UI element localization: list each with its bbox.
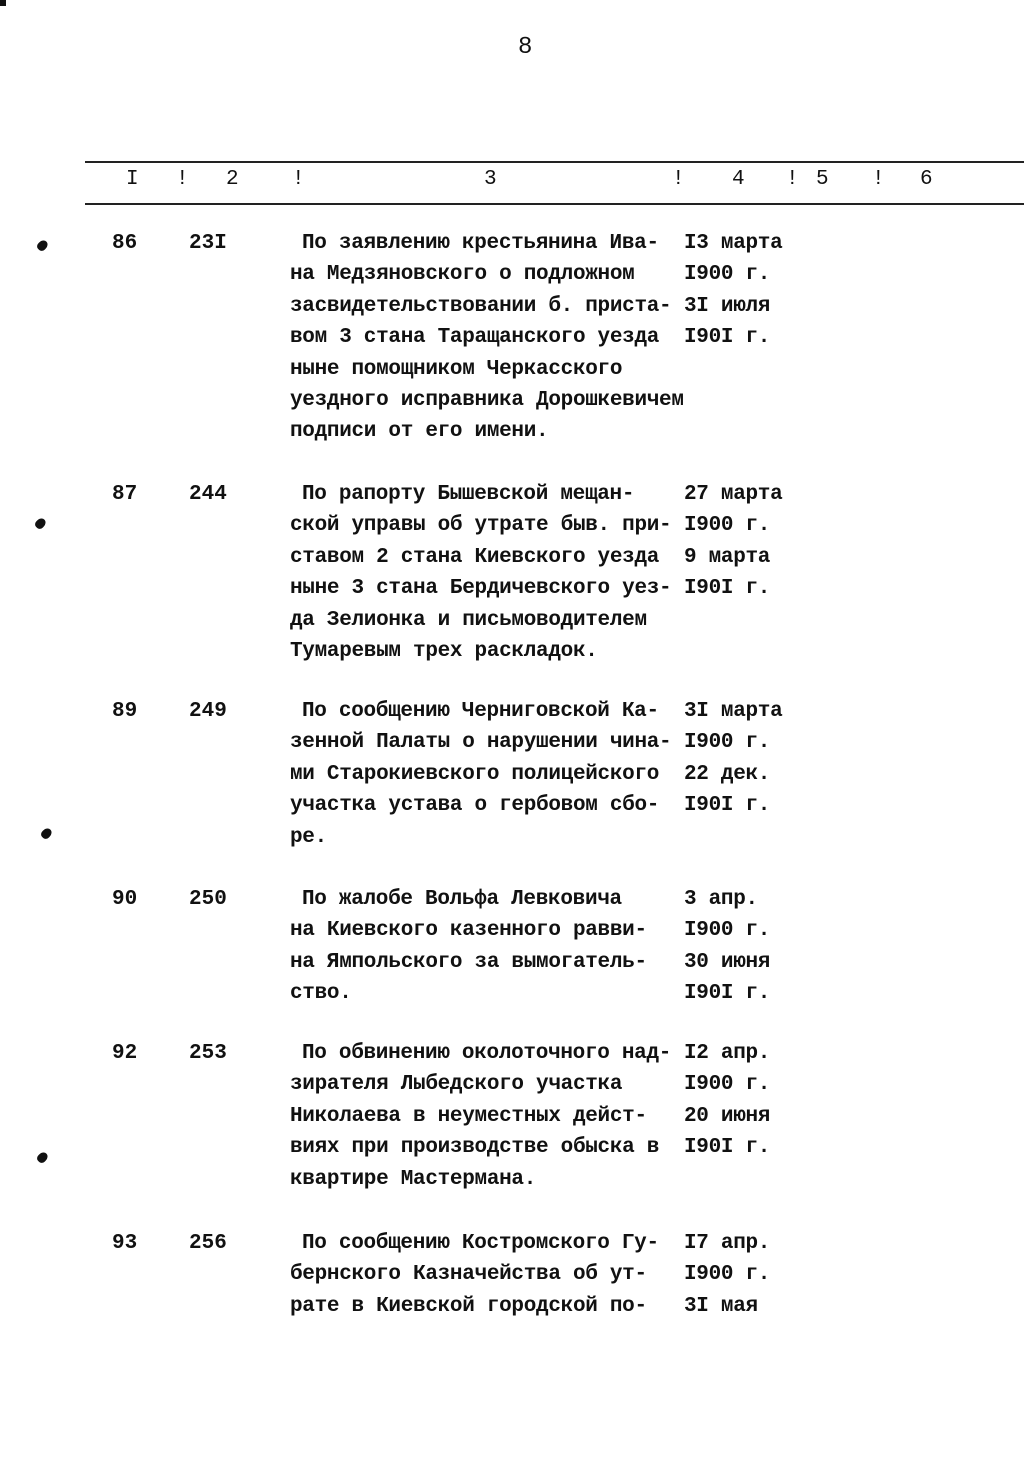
column-separator: ! <box>872 168 885 191</box>
entry-date: 9 марта <box>684 545 771 569</box>
entry-date: 3 апр. <box>684 888 758 911</box>
entry-description-line: ныне 3 стана Бердичевского уез- <box>290 577 672 601</box>
binding-hole-mark <box>33 516 47 530</box>
entry-description-line: рате в Киевской городской по- <box>290 1294 647 1318</box>
entry-description-line: ской управы об утрате быв. при- <box>290 514 672 538</box>
entry-date: I900 г. <box>684 731 771 755</box>
column-separator: ! <box>176 168 189 191</box>
entry-description-line: ство. <box>290 982 352 1006</box>
entry-number: 93 <box>112 1232 138 1255</box>
entry-description-line: По сообщению Костромского Гу- <box>302 1232 659 1255</box>
entry-date: I900 г. <box>684 1263 771 1287</box>
entry-date: 30 июня <box>684 950 771 974</box>
entry-description-line: бернского Казначейства об ут- <box>290 1263 647 1287</box>
file-number: 244 <box>189 483 227 506</box>
entry-description-line: По рапорту Бышевской мещан- <box>302 483 635 506</box>
entry-description-line: По заявлению крестьянина Ива- <box>302 232 659 255</box>
entry-date: I90I г. <box>684 577 771 601</box>
entry-date: I3 марта <box>684 232 783 255</box>
column-header: I <box>126 168 139 191</box>
entry-description-line: ставом 2 стана Киевского уезда <box>290 545 660 569</box>
entry-date: 3I мая <box>684 1294 758 1318</box>
file-number: 23I <box>189 232 227 255</box>
column-header: 3 <box>484 168 497 191</box>
entry-description-line: ре. <box>290 825 327 849</box>
entry-date: 3I марта <box>684 700 783 723</box>
file-number: 253 <box>189 1042 227 1065</box>
column-separator: ! <box>672 168 685 191</box>
entry-date: I900 г. <box>684 263 771 287</box>
entry-date: I900 г. <box>684 919 771 943</box>
entry-date: I2 апр. <box>684 1042 771 1065</box>
entry-date: I900 г. <box>684 1073 771 1097</box>
entry-description-line: Николаева в неуместных дейст- <box>290 1104 647 1128</box>
scan-corner-mark <box>0 0 6 6</box>
entry-number: 92 <box>112 1042 138 1065</box>
entry-number: 90 <box>112 888 138 911</box>
entry-date: I7 апр. <box>684 1232 771 1255</box>
file-number: 250 <box>189 888 227 911</box>
entry-date: I900 г. <box>684 514 771 538</box>
binding-hole-mark <box>35 238 49 252</box>
entry-number: 87 <box>112 483 138 506</box>
entry-description-line: По жалобе Вольфа Левковича <box>302 888 622 911</box>
column-separator: ! <box>786 168 799 191</box>
entry-description-line: квартире Мастермана. <box>290 1167 537 1191</box>
entry-description-line: вом 3 стана Таращанского уезда <box>290 326 660 350</box>
entry-date: I90I г. <box>684 794 771 818</box>
column-header: 4 <box>732 168 745 191</box>
entry-description-line: зирателя Лыбедского участка <box>290 1073 623 1097</box>
entry-description-line: на Киевского казенного равви- <box>290 919 647 943</box>
binding-hole-mark <box>35 1150 49 1164</box>
entry-date: 3I июля <box>684 294 771 318</box>
file-number: 256 <box>189 1232 227 1255</box>
entry-date: I90I г. <box>684 982 771 1006</box>
entry-description-line: на Ямпольского за вымогатель- <box>290 950 647 974</box>
binding-hole-mark <box>39 826 53 840</box>
entry-description-line: да Зелионка и письмоводителем <box>290 608 647 632</box>
entry-description-line: виях при производстве обыска в <box>290 1136 660 1160</box>
entry-description-line: участка устава о гербовом сбо- <box>290 794 660 818</box>
entry-description-line: По сообщению Черниговской Ка- <box>302 700 659 723</box>
entry-description-line: подписи от его имени. <box>290 420 549 444</box>
entry-description-line: ми Старокиевского полицейского <box>290 762 660 786</box>
entry-number: 86 <box>112 232 138 255</box>
entry-date: 20 июня <box>684 1104 771 1128</box>
entry-description-line: Тумаревым трех раскладок. <box>290 640 598 663</box>
page-number: 8 <box>518 34 533 61</box>
entry-date: 22 дек. <box>684 762 771 786</box>
entry-description-line: ныне помощником Черкасского <box>290 357 623 381</box>
entry-description-line: засвидетельствовании б. приста- <box>290 294 672 318</box>
column-header: 2 <box>226 168 239 191</box>
column-header: 6 <box>920 168 933 191</box>
entry-date: 27 марта <box>684 483 783 506</box>
entry-description-line: зенной Палаты о нарушении чина- <box>290 731 672 755</box>
header-top-rule <box>85 161 1024 163</box>
file-number: 249 <box>189 700 227 723</box>
entry-description-line: на Медзяновского о подложном <box>290 263 635 287</box>
entry-description-line: По обвинению околоточного над- <box>302 1042 672 1065</box>
entry-date: I90I г. <box>684 326 771 350</box>
header-bottom-rule <box>85 203 1024 205</box>
entry-date: I90I г. <box>684 1136 771 1160</box>
entry-description-line: уездного исправника Дорошкевичем <box>290 389 684 412</box>
column-header: 5 <box>816 168 829 191</box>
column-separator: ! <box>292 168 305 191</box>
entry-number: 89 <box>112 700 138 723</box>
